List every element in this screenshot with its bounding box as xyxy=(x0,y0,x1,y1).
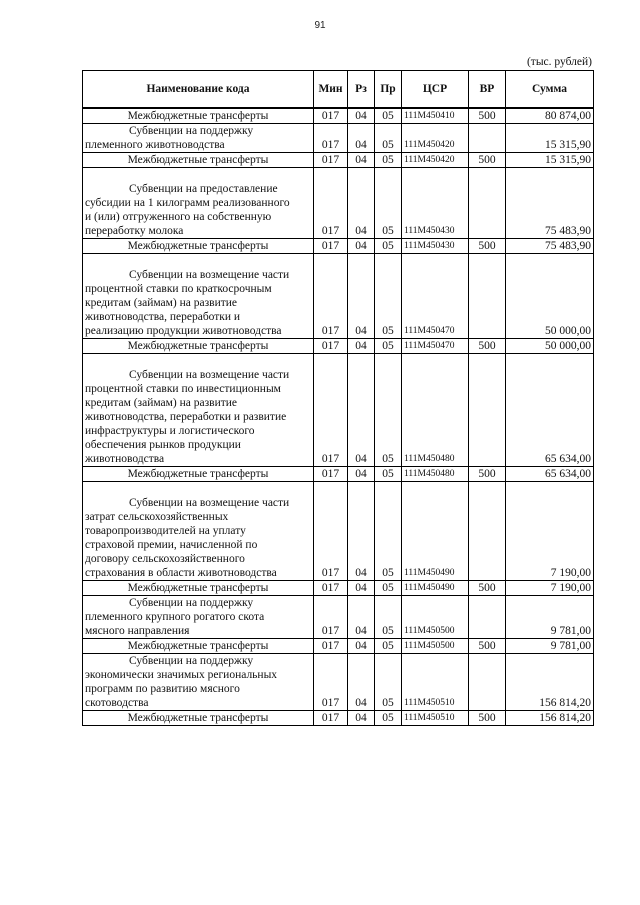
cell-name-text: животноводства, переработки и развитие xyxy=(85,411,287,423)
header-csr: ЦСР xyxy=(402,71,469,109)
cell-name-line xyxy=(85,224,311,238)
cell-min: 017 xyxy=(314,124,348,153)
cell-name-text: реализацию продукции животноводства xyxy=(85,325,282,337)
cell-vr xyxy=(469,354,506,467)
cell-name-text: животноводства, переработки и xyxy=(85,311,241,323)
cell-name-text: переработку молока xyxy=(85,225,184,237)
cell-csr: 111M450420 xyxy=(402,153,469,168)
cell-name-text: и (или) отгруженного на собственную xyxy=(85,211,272,223)
cell-sum: 50 000,00 xyxy=(506,254,594,339)
cell-csr: 111M450470 xyxy=(402,254,469,339)
cell-rz: 04 xyxy=(348,482,375,581)
cell-pr: 05 xyxy=(375,639,402,654)
cell-name-text: Межбюджетные трансферты xyxy=(127,640,269,652)
cell-name-line xyxy=(85,610,311,624)
cell-sum: 65 634,00 xyxy=(506,354,594,467)
cell-name xyxy=(83,239,314,254)
table-row-subsidy xyxy=(83,596,594,639)
table-row-subsidy xyxy=(83,654,594,711)
cell-name-text: Субвенции на возмещение части xyxy=(129,369,290,381)
table-row-transfer xyxy=(83,581,594,596)
cell-pr: 05 xyxy=(375,354,402,467)
cell-pr: 05 xyxy=(375,482,402,581)
cell-min: 017 xyxy=(314,354,348,467)
cell-pr: 05 xyxy=(375,339,402,354)
cell-name-text: Субвенции на предоставление xyxy=(129,183,278,195)
cell-sum: 80 874,00 xyxy=(506,108,594,124)
table-header-row xyxy=(83,71,594,109)
table-row-transfer xyxy=(83,467,594,482)
cell-name-line xyxy=(85,410,311,424)
cell-vr xyxy=(469,654,506,711)
cell-rz: 04 xyxy=(348,354,375,467)
cell-csr: 111M450430 xyxy=(402,239,469,254)
cell-name-text: животноводства xyxy=(85,453,165,465)
cell-name-line xyxy=(85,138,311,152)
cell-csr: 111M450470 xyxy=(402,339,469,354)
cell-sum: 75 483,90 xyxy=(506,168,594,239)
cell-name-line xyxy=(85,254,311,268)
table-body xyxy=(83,108,594,726)
cell-name-text: кредитам (займам) на развитие xyxy=(85,297,238,309)
cell-name-line xyxy=(85,452,311,466)
cell-name-text: программ по развитию мясного xyxy=(85,683,240,695)
cell-name-text: Межбюджетные трансферты xyxy=(127,712,269,724)
cell-pr: 05 xyxy=(375,654,402,711)
cell-name-text: страхования в области животноводства xyxy=(85,567,277,579)
cell-name-text: Межбюджетные трансферты xyxy=(127,582,269,594)
cell-name-line xyxy=(85,124,311,138)
cell-name-line xyxy=(85,581,311,595)
cell-name-line xyxy=(85,210,311,224)
table-row-subsidy xyxy=(83,124,594,153)
cell-min: 017 xyxy=(314,339,348,354)
cell-sum: 50 000,00 xyxy=(506,339,594,354)
cell-sum: 15 315,90 xyxy=(506,124,594,153)
cell-vr: 500 xyxy=(469,711,506,726)
cell-name-line xyxy=(85,566,311,580)
cell-name-text: племенного крупного рогатого скота xyxy=(85,611,265,623)
cell-min: 017 xyxy=(314,654,348,711)
cell-name-text: Межбюджетные трансферты xyxy=(127,240,269,252)
table-row-transfer xyxy=(83,639,594,654)
cell-sum: 7 190,00 xyxy=(506,482,594,581)
cell-name xyxy=(83,482,314,581)
table-row-transfer xyxy=(83,339,594,354)
cell-rz: 04 xyxy=(348,339,375,354)
cell-pr: 05 xyxy=(375,596,402,639)
cell-csr: 111M450430 xyxy=(402,168,469,239)
cell-name-text: Субвенции на поддержку xyxy=(129,655,254,667)
header-pr: Пр xyxy=(375,71,402,109)
cell-name-line xyxy=(85,396,311,410)
cell-vr: 500 xyxy=(469,581,506,596)
cell-name-line xyxy=(85,538,311,552)
cell-min: 017 xyxy=(314,168,348,239)
cell-pr: 05 xyxy=(375,581,402,596)
cell-vr xyxy=(469,124,506,153)
cell-rz: 04 xyxy=(348,168,375,239)
cell-name-text: процентной ставки по краткосрочным xyxy=(85,283,272,295)
table-row-subsidy xyxy=(83,354,594,467)
cell-name-line xyxy=(85,552,311,566)
cell-vr: 500 xyxy=(469,153,506,168)
cell-name-text: Межбюджетные трансферты xyxy=(127,340,269,352)
cell-name-text: скотоводства xyxy=(85,697,149,709)
cell-name xyxy=(83,596,314,639)
cell-name-text: инфраструктуры и логистического xyxy=(85,425,255,437)
cell-name xyxy=(83,153,314,168)
budget-table xyxy=(82,70,594,726)
table-row-subsidy xyxy=(83,482,594,581)
cell-name-text: экономически значимых региональных xyxy=(85,669,278,681)
cell-name-line xyxy=(85,711,311,725)
cell-name-line xyxy=(85,524,311,538)
cell-name xyxy=(83,168,314,239)
cell-rz: 04 xyxy=(348,108,375,124)
cell-min: 017 xyxy=(314,254,348,339)
page-number: 91 xyxy=(314,20,326,31)
cell-rz: 04 xyxy=(348,254,375,339)
cell-name xyxy=(83,124,314,153)
cell-rz: 04 xyxy=(348,711,375,726)
cell-pr: 05 xyxy=(375,108,402,124)
header-min: Мин xyxy=(314,71,348,109)
cell-min: 017 xyxy=(314,711,348,726)
cell-rz: 04 xyxy=(348,124,375,153)
cell-pr: 05 xyxy=(375,254,402,339)
cell-sum: 15 315,90 xyxy=(506,153,594,168)
cell-name xyxy=(83,581,314,596)
cell-name-line xyxy=(85,282,311,296)
cell-name-text: Субвенции на возмещение части xyxy=(129,497,290,509)
cell-csr: 111M450510 xyxy=(402,711,469,726)
cell-csr: 111M450410 xyxy=(402,108,469,124)
cell-csr: 111M450500 xyxy=(402,639,469,654)
cell-name-line xyxy=(85,596,311,610)
header-sum: Сумма xyxy=(506,71,594,109)
cell-rz: 04 xyxy=(348,581,375,596)
cell-sum: 156 814,20 xyxy=(506,711,594,726)
cell-name-text: обеспечения рынков продукции xyxy=(85,439,241,451)
cell-sum: 65 634,00 xyxy=(506,467,594,482)
cell-name-text: мясного направления xyxy=(85,625,190,637)
cell-vr: 500 xyxy=(469,339,506,354)
cell-vr xyxy=(469,254,506,339)
cell-name-text: Межбюджетные трансферты xyxy=(127,154,269,166)
cell-name xyxy=(83,339,314,354)
cell-name-line xyxy=(85,368,311,382)
cell-min: 017 xyxy=(314,482,348,581)
cell-name-line xyxy=(85,668,311,682)
cell-sum: 7 190,00 xyxy=(506,581,594,596)
table-row-subsidy xyxy=(83,254,594,339)
cell-name xyxy=(83,639,314,654)
cell-vr xyxy=(469,168,506,239)
cell-name-text: племенного животноводства xyxy=(85,139,225,151)
cell-name-line xyxy=(85,296,311,310)
cell-min: 017 xyxy=(314,467,348,482)
cell-name-line xyxy=(85,438,311,452)
cell-min: 017 xyxy=(314,108,348,124)
cell-name-text: Межбюджетные трансферты xyxy=(127,110,269,122)
cell-name-line xyxy=(85,109,311,123)
cell-name-text: процентной ставки по инвестиционным xyxy=(85,383,281,395)
cell-csr: 111M450420 xyxy=(402,124,469,153)
cell-name-line xyxy=(85,654,311,668)
cell-name-text: Субвенции на поддержку xyxy=(129,597,254,609)
header-vr: ВР xyxy=(469,71,506,109)
cell-name-line xyxy=(85,424,311,438)
cell-name-line xyxy=(85,624,311,638)
table-row-transfer xyxy=(83,711,594,726)
cell-name-line xyxy=(85,682,311,696)
cell-min: 017 xyxy=(314,239,348,254)
header-name: Наименование кода xyxy=(83,71,314,109)
cell-min: 017 xyxy=(314,581,348,596)
cell-sum: 9 781,00 xyxy=(506,639,594,654)
units-label: (тыс. рублей) xyxy=(526,56,592,68)
cell-name-line xyxy=(85,354,311,368)
cell-vr: 500 xyxy=(469,239,506,254)
cell-min: 017 xyxy=(314,596,348,639)
cell-name-text: кредитам (займам) на развитие xyxy=(85,397,238,409)
cell-name-line xyxy=(85,196,311,210)
cell-pr: 05 xyxy=(375,168,402,239)
cell-vr: 500 xyxy=(469,108,506,124)
cell-name-line xyxy=(85,510,311,524)
cell-name-line xyxy=(85,696,311,710)
cell-pr: 05 xyxy=(375,153,402,168)
header-rz: Рз xyxy=(348,71,375,109)
cell-pr: 05 xyxy=(375,124,402,153)
cell-rz: 04 xyxy=(348,239,375,254)
cell-vr: 500 xyxy=(469,467,506,482)
cell-rz: 04 xyxy=(348,467,375,482)
table-row-transfer xyxy=(83,108,594,124)
table-row-transfer xyxy=(83,153,594,168)
cell-name-line xyxy=(85,339,311,353)
cell-csr: 111M450510 xyxy=(402,654,469,711)
cell-name-line xyxy=(85,239,311,253)
table-row-subsidy xyxy=(83,168,594,239)
cell-name-line xyxy=(85,268,311,282)
cell-name-line xyxy=(85,182,311,196)
cell-csr: 111M450480 xyxy=(402,467,469,482)
cell-name-text: Межбюджетные трансферты xyxy=(127,468,269,480)
cell-pr: 05 xyxy=(375,711,402,726)
cell-sum: 75 483,90 xyxy=(506,239,594,254)
cell-name-text: затрат сельскохозяйственных xyxy=(85,511,229,523)
cell-name-text: Субвенции на возмещение части xyxy=(129,269,290,281)
cell-name-text: субсидии на 1 килограмм реализованного xyxy=(85,197,290,209)
cell-min: 017 xyxy=(314,153,348,168)
cell-name-line xyxy=(85,496,311,510)
cell-name-text: договору сельскохозяйственного xyxy=(85,553,245,565)
cell-rz: 04 xyxy=(348,639,375,654)
cell-name xyxy=(83,467,314,482)
cell-csr: 111M450490 xyxy=(402,581,469,596)
cell-min: 017 xyxy=(314,639,348,654)
cell-name-line xyxy=(85,168,311,182)
cell-pr: 05 xyxy=(375,239,402,254)
cell-rz: 04 xyxy=(348,596,375,639)
cell-csr: 111M450490 xyxy=(402,482,469,581)
cell-name-line xyxy=(85,467,311,481)
cell-name-text: страховой премии, начисленной по xyxy=(85,539,258,551)
cell-rz: 04 xyxy=(348,153,375,168)
cell-sum: 156 814,20 xyxy=(506,654,594,711)
table-row-transfer xyxy=(83,239,594,254)
cell-name-line xyxy=(85,310,311,324)
cell-name-text: Субвенции на поддержку xyxy=(129,125,254,137)
cell-vr: 500 xyxy=(469,639,506,654)
cell-name xyxy=(83,254,314,339)
cell-vr xyxy=(469,596,506,639)
cell-name-line xyxy=(85,482,311,496)
cell-csr: 111M450500 xyxy=(402,596,469,639)
cell-sum: 9 781,00 xyxy=(506,596,594,639)
cell-vr xyxy=(469,482,506,581)
cell-name-line xyxy=(85,324,311,338)
cell-name xyxy=(83,354,314,467)
cell-name xyxy=(83,711,314,726)
cell-name-text: товаропроизводителей на уплату xyxy=(85,525,246,537)
cell-name xyxy=(83,654,314,711)
cell-rz: 04 xyxy=(348,654,375,711)
cell-csr: 111M450480 xyxy=(402,354,469,467)
cell-name-line xyxy=(85,639,311,653)
cell-name-line xyxy=(85,382,311,396)
cell-name xyxy=(83,108,314,124)
cell-name-line xyxy=(85,153,311,167)
cell-pr: 05 xyxy=(375,467,402,482)
